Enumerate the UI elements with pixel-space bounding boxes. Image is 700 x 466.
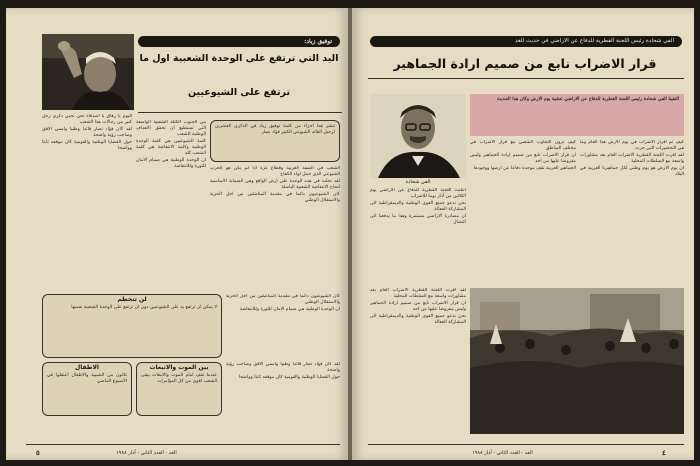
paragraph: نحن ندعو جميع القوى الوطنية والديمقراطية الى المشاركة الفعالة (370, 201, 466, 212)
left-headline-line1: اليد التي ترتفع على الوحدة الشعبية اول ما (139, 53, 339, 64)
magazine-spread (6, 8, 694, 460)
paragraph: كلمة الشيوعيين هي كلمة الوحدة الوطنية وكلمة الانتفاضة هي كلمة الشعب كله (136, 139, 206, 156)
box-death-rebirth (136, 362, 222, 416)
paragraph: حول القضايا الوطنية والقومية كان موقفه ثابتا وواضحا (42, 140, 132, 151)
left-column-2 (136, 120, 206, 290)
portrait-photo-right (370, 94, 466, 178)
paragraph: ان مصادرة الاراضي مستمرة وهذا ما يدفعنا الى النضال (370, 214, 466, 225)
paragraph: ان الوحدة الوطنية هي صمام الامان للثورة وللانتفاضة (136, 158, 206, 169)
box-center (42, 294, 222, 358)
left-page-number: ٥ (36, 448, 40, 457)
left-headline-line2: ترتفع على الشيوعيين (187, 87, 291, 98)
paragraph: كيف ترون التجاوب الشعبي مع قرار الاضراب في مختلف المناطق (470, 140, 576, 151)
paragraph: من الجنوب الكتلة الشعبية الواسعة التي تستطيع ان تحقق الاهداف الوطنية للشعب (136, 120, 206, 137)
right-folio: الغد - العدد الثاني - آذار ١٩٨٨ (472, 450, 533, 456)
right-column-3 (370, 188, 466, 284)
paragraph: كيف تم اقرار الاضراب في يوم الارض هذا العام وما هي التحضيرات التي جرت (580, 140, 684, 151)
paragraph: ان الوحدة الوطنية هي صمام الامان للثورة وللانتفاضة (239, 307, 340, 312)
photo-caption: الفي شحادة (405, 179, 431, 185)
highlight-box (470, 94, 684, 136)
author-title-bar (138, 36, 340, 47)
headline-rule (138, 112, 342, 113)
crowd-photo (470, 288, 684, 434)
paragraph: لقد اقرت اللجنة القطرية الاضراب العام بعد مشاورات واسعة مع السلطات المحلية (370, 288, 466, 299)
box-children-text: ثلاثون من الشبيبة والاطفال اعتقلوا في الاسبوع الماضي (47, 373, 127, 384)
left-column-4 (226, 294, 340, 358)
right-footer-rule (368, 444, 684, 445)
box-children-title: الاطفال (75, 364, 99, 371)
paragraph: ان قرار الاضراب نابع من صميم ارادة الجماهير وليس مفروضا عليها من احد (370, 301, 466, 312)
lead-box (210, 120, 340, 162)
paragraph: لقد كان فؤاد نصار قائدا وطنيا واممي الافق وصاحب رؤية واضحة (42, 127, 132, 138)
box-children (42, 362, 132, 416)
right-column-4 (370, 288, 466, 434)
paragraph: كان الشيوعيون دائما في مقدمة المناضلين من اجل الحرية والاستقلال الوطني (226, 294, 340, 305)
left-column-1 (210, 166, 340, 290)
left-folio: الغد - العدد الثاني - آذار ١٩٨٨ (116, 450, 177, 456)
paragraph: كان الشيوعيون دائما في مقدمة المناضلين من اجل الحرية والاستقلال الوطني (210, 192, 340, 203)
paragraph: لقد كان فؤاد نصار قائدا وطنيا واممي الافق وصاحب رؤية واضحة (226, 362, 340, 373)
paragraph: ان قرار الاضراب نابع من صميم ارادة الجماهير وليس مفروضا عليها من احد (470, 153, 576, 164)
lead-box-text: تنشر هذا اجزاء من كلمة توفيق زياد في الذكرى العشرين لرحيل القائد الشيوعي الكبير فؤاد نصار (215, 124, 335, 135)
right-page (352, 8, 694, 460)
paragraph: ان يوم الارض هو يوم وطني لكل جماهيرنا العربية في البلاد (580, 166, 684, 177)
paragraph: الجماهير العربية تقف موحدة دفاعا عن ارضها ووجودها (473, 166, 576, 171)
paragraph: نحن ندعو جميع القوى الوطنية والديمقراطية الى المشاركة الفعالة (370, 314, 466, 325)
paragraph: لقد تجلت في هذه الوحدة على ارض الواقع وهي الضمانة الاساسية لنجاح الانتفاضة الشعبية الباسلة (210, 179, 340, 190)
right-headline: قرار الاضراب نابع من صميم ارادة الجماهير (393, 56, 657, 71)
left-page (6, 8, 348, 460)
footer-rule (26, 444, 340, 445)
portrait-photo-left (42, 34, 134, 110)
paragraph: اعلنت اللجنة القطرية للدفاع عن الاراضي يوم الثلاثين من آذار يوما للاضراب (370, 188, 466, 199)
right-top-bar: الفي شحادة رئيس اللجنة القطرية للدفاع عن الاراضي في حديث للغد (370, 36, 682, 47)
box-death-rebirth-text: عندما تقف امام الموت والانبعاث يبقى الشعب اقوى من كل المؤامرات (141, 373, 217, 384)
paragraph: الشعب في الضفة الغربية وقطاع غزة اذا لم يكن هو الحزب الشيوعي الذي حمل لواء الكفاح (210, 166, 340, 177)
author-name: توفيق زياد: (304, 38, 332, 45)
box-center-title: لن تتحطم (117, 296, 147, 303)
paragraph: حول القضايا الوطنية والقومية كان موقفه ثابتا وواضحا (238, 375, 340, 380)
box-center-text: لا يمكن ان ترتفع يد على الشيوعيين دون ان ترتفع على الوحدة الشعبية نفسها (71, 305, 217, 310)
right-page-number: ٤ (662, 448, 666, 457)
box-death-rebirth-title: بين الموت والانبعاث (149, 364, 209, 371)
paragraph: لقد اقرت اللجنة القطرية الاضراب العام بعد مشاورات واسعة مع السلطات المحلية (580, 153, 684, 164)
left-column-3 (42, 114, 132, 290)
left-column-5 (226, 362, 340, 426)
paragraph: اليوم يا رفاق يا اصدقاء نحن نحيي ذكرى رجل كبير من رجالات هذا الشعب (42, 114, 132, 125)
highlight-text: التقينا الفي شحادة رئيس اللجنة القطرية للدفاع عن الاراضي عشية يوم الارض وكان هذا الحديث (496, 97, 679, 102)
right-headline-rule (368, 78, 684, 79)
